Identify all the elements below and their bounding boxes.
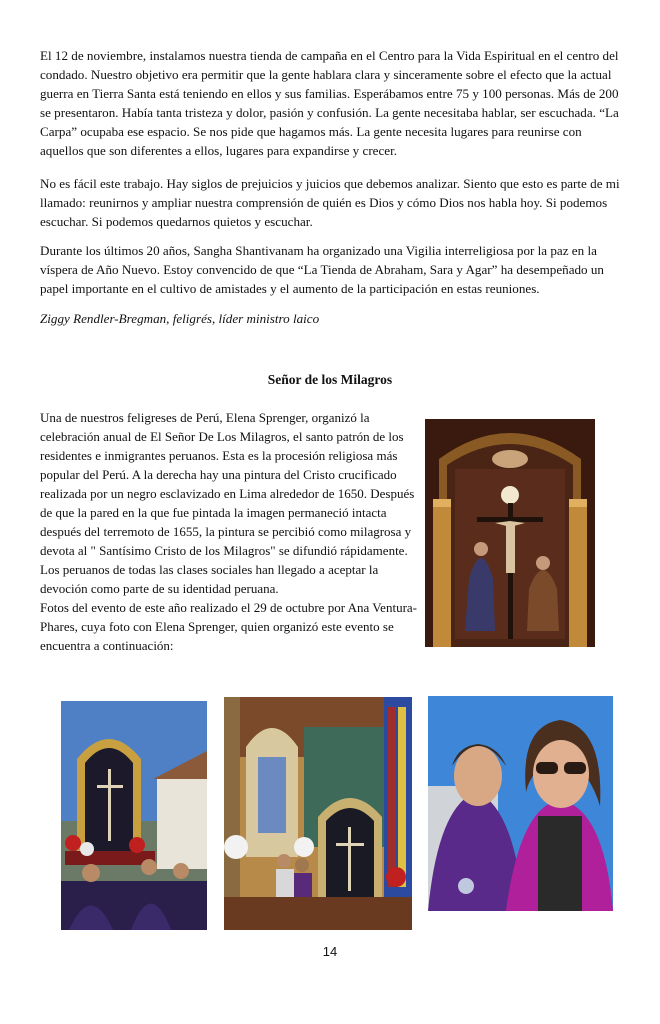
church-interior-photo — [224, 697, 412, 930]
author-signature: Ziggy Rendler-Bregman, feligrés, líder ministro laico — [40, 311, 320, 326]
section-text — [40, 408, 420, 655]
section-heading: Señor de los Milagros — [267, 372, 393, 387]
procession-photo — [61, 701, 207, 930]
section-paragraph: Una de nuestros feligreses de Perú, Elena Sprenger, organizó la celebración anual de El Señor De Los Milagros, el santo patrón de los residentes e inmigrantes peruanos. Esta es la procesión religiosa más popular del Perú. A la derecha hay una pintura del Cristo crucificado realizada por un negro esclavizado en Lima alrededor de 1650. Después de que la pared en la que fue pintada la imagen permaneció intacta después del terremoto de 1655, la pintura se percibió como milagrosa y devota al " Santísimo Cristo de los Milagros" se difundió rápidamente. Los peruanos de todas las clases sociales han llegado a aceptar la devoción como parte de su identidad peruana. — [40, 410, 415, 596]
paragraph-vigil: Durante los últimos 20 años, Sangha Shantivanam ha organizado una Vigilia interreligiosa por la paz en la víspera de Año Nuevo. Estoy convencido de que “La Tienda de Abraham, Sara y Agar” ha desempeñado un papel importante en el cultivo de amistades y el aumento de la participación en estas reuniones. — [40, 243, 604, 296]
paragraph-difficult-work: No es fácil este trabajo. Hay siglos de prejuicios y juicios que debemos analizar. Siento que esto es parte de mi llamado: reunirnos y ampliar nuestra comprensión de quién es Dios y cómo Dios nos habla hoy. Si podemos escuchar. Si podemos quedarnos quietos y escuchar. — [40, 176, 620, 229]
elena-and-ana-photo — [428, 696, 613, 911]
page-number: 14 — [322, 944, 338, 959]
painting-image — [425, 419, 595, 647]
section-paragraph-photos: Fotos del evento de este año realizado el 29 de octubre por Ana Ventura-Phares, cuya foto con Elena Sprenger, quien organizó este evento se encuentra a continuación: — [40, 600, 417, 653]
paragraph-tent-event: El 12 de noviembre, instalamos nuestra tienda de campaña en el Centro para la Vida Espiritual en el centro del condado. Nuestro objetivo era permitir que la gente hablara clara y sinceramente sobre el efecto que la actual guerra en Tierra Santa está teniendo en ellos y sus familias. Esperábamos entre 75 y 100 personas. Más de 200 se presentaron. Había tanta tristeza y dolor, pasión y confusión. La gente necesitaba hablar, ser escuchada. “La Carpa” ocupaba ese espacio. Se nos pide que hagamos más. La gente necesita lugares para reunirse con aquellos que son diferentes a ellos, lugares para expandirse y crecer. — [40, 48, 619, 158]
